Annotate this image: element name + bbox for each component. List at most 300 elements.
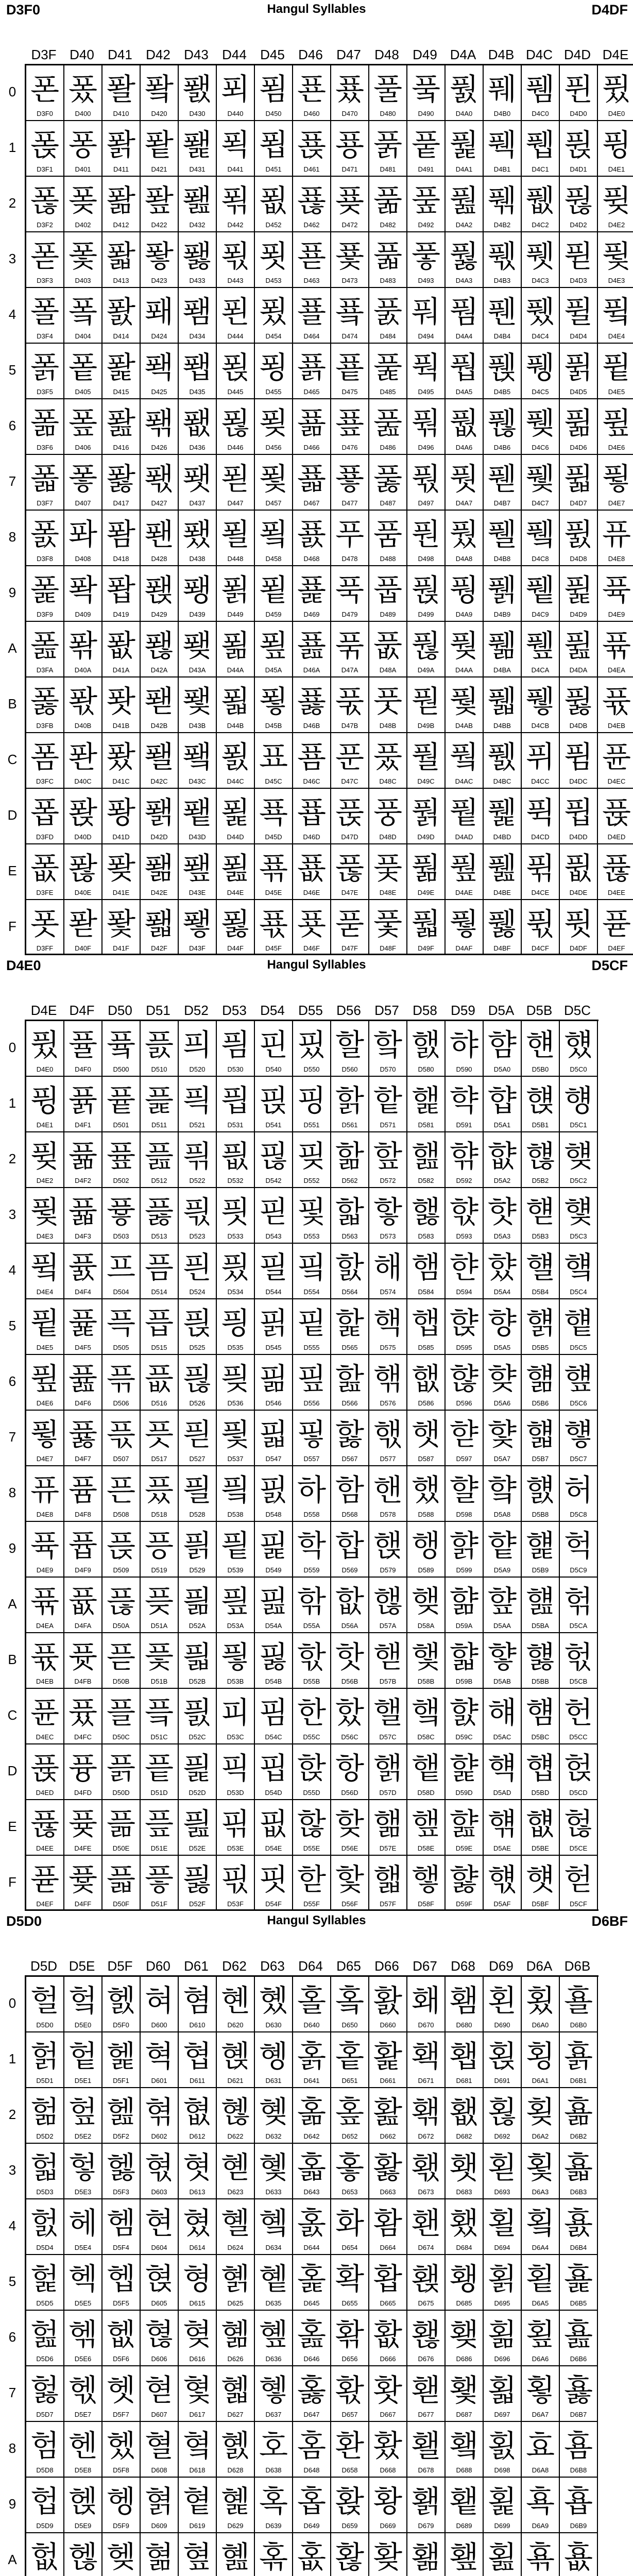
glyph-cell	[179, 65, 217, 121]
code-point-label: D591	[456, 1121, 472, 1129]
glyph: 퓣	[30, 1194, 60, 1229]
code-point-label: D50B	[112, 1677, 130, 1685]
glyph-cell	[598, 511, 633, 566]
glyph-cell	[26, 2144, 64, 2199]
code-point-label: D4C5	[532, 388, 549, 396]
glyph-cell	[64, 2144, 102, 2199]
code-point-label: D649	[303, 2522, 320, 2530]
glyph: 퓺	[68, 1584, 98, 1619]
code-point-label: D590	[456, 1065, 472, 1073]
glyph-cell	[64, 2533, 102, 2576]
glyph: 퓷	[68, 1417, 98, 1452]
glyph: 푚	[259, 628, 288, 663]
code-point-label: D499	[418, 611, 434, 618]
glyph: 푶	[335, 405, 365, 440]
code-point-label: D592	[456, 1177, 472, 1184]
glyph-cell	[446, 1132, 484, 1188]
column-header: D44	[222, 47, 247, 62]
glyph-cell	[484, 511, 522, 566]
code-point-label: D51C	[150, 1733, 168, 1741]
glyph: 햴	[525, 1250, 555, 1285]
code-point-label: D41A	[112, 666, 130, 674]
glyph-cell	[141, 455, 179, 511]
code-point-label: D59E	[455, 1844, 473, 1852]
glyph: 퐱	[182, 127, 212, 162]
glyph-cell	[102, 1800, 141, 1856]
glyph-cell	[331, 1244, 369, 1299]
code-point-label: D699	[494, 2522, 510, 2530]
glyph: 햞	[449, 1806, 479, 1841]
glyph: 화	[335, 2206, 365, 2241]
code-point-label: D49F	[418, 944, 434, 952]
glyph-cell	[369, 1578, 407, 1633]
glyph: 향	[487, 1306, 517, 1341]
glyph: 햍	[411, 1751, 441, 1786]
code-point-label: D645	[303, 2299, 320, 2307]
glyph: 핑	[297, 1083, 327, 1118]
column-header: D65	[336, 1958, 361, 1974]
glyph-cell	[255, 1856, 293, 1911]
code-point-label: D693	[494, 2188, 510, 2196]
glyph: 햶	[525, 1361, 555, 1396]
column-header: D50	[108, 1003, 132, 1018]
glyph-cell	[217, 1077, 255, 1132]
glyph: 홥	[373, 2261, 403, 2296]
code-point-label: D4A4	[455, 332, 473, 340]
code-point-label: D5AA	[493, 1622, 511, 1630]
code-point-label: D53E	[227, 1844, 244, 1852]
code-point-label: D464	[303, 332, 320, 340]
glyph-cell	[522, 1299, 560, 1355]
code-point-label: D650	[341, 2021, 358, 2029]
glyph: 횴	[563, 2206, 593, 2241]
code-point-label: D583	[418, 1232, 434, 1240]
code-point-label: D401	[75, 165, 91, 173]
glyph: 홙	[335, 2484, 365, 2519]
code-point-label: D45B	[265, 722, 282, 730]
glyph: 횘	[487, 2428, 517, 2463]
glyph-cell	[598, 288, 633, 344]
glyph: 혡	[220, 2039, 250, 2074]
code-point-label: D4CA	[531, 666, 550, 674]
glyph-cell	[331, 1522, 369, 1578]
code-point-label: D5CA	[569, 1622, 588, 1630]
glyph-cell	[331, 733, 369, 789]
code-point-label: D56E	[341, 1844, 358, 1852]
glyph: 협	[182, 2039, 212, 2074]
glyph-cell	[141, 1021, 179, 1077]
glyph: 홓	[335, 2150, 365, 2185]
glyph-cell	[179, 566, 217, 622]
glyph: 호	[259, 2428, 288, 2463]
code-point-label: D421	[151, 165, 167, 173]
glyph-cell	[141, 844, 179, 900]
glyph: 횠	[525, 1983, 555, 2018]
glyph-cell	[407, 344, 446, 399]
glyph: 핦	[335, 1361, 365, 1396]
glyph-cell	[141, 288, 179, 344]
glyph: 햰	[525, 1027, 555, 1062]
code-point-label: D536	[227, 1399, 244, 1407]
glyph: 핫	[335, 1639, 365, 1674]
row-header: E	[8, 1819, 17, 1834]
glyph-cell	[255, 2144, 293, 2199]
glyph-cell	[331, 344, 369, 399]
glyph: 픴	[220, 1250, 250, 1285]
code-point-label: D514	[151, 1288, 167, 1296]
glyph: 핃	[259, 1194, 288, 1229]
code-point-label: D657	[341, 2411, 358, 2418]
glyph-cell	[102, 1856, 141, 1911]
glyph-cell	[26, 789, 64, 844]
code-point-label: D41E	[112, 889, 130, 896]
glyph-cell	[369, 2144, 407, 2199]
glyph: 프	[106, 1250, 136, 1285]
glyph-cell	[26, 232, 64, 288]
glyph: 퓥	[30, 1306, 60, 1341]
glyph-cell	[179, 2144, 217, 2199]
glyph-cell	[141, 900, 179, 955]
code-point-label: D4F2	[75, 1177, 91, 1184]
glyph: 횶	[563, 2317, 593, 2352]
code-point-label: D50C	[112, 1733, 130, 1741]
code-point-label: D498	[418, 555, 434, 563]
code-point-label: D505	[113, 1344, 129, 1351]
glyph-cell	[407, 1188, 446, 1244]
code-point-label: D3FF	[36, 944, 54, 952]
glyph: 픵	[220, 1306, 250, 1341]
glyph-cell	[217, 2422, 255, 2478]
glyph-cell	[293, 1355, 331, 1411]
glyph-cell	[64, 232, 102, 288]
code-point-label: D47E	[341, 889, 358, 896]
glyph-cell	[446, 1689, 484, 1744]
code-point-label: D6B5	[570, 2299, 587, 2307]
row-header: 1	[8, 140, 16, 155]
glyph-cell	[560, 733, 598, 789]
glyph-grid	[25, 1020, 598, 1911]
glyph: 햱	[525, 1083, 555, 1118]
glyph: 푌	[220, 739, 250, 774]
code-point-label: D5BD	[531, 1789, 550, 1797]
glyph: 혓	[182, 2150, 212, 2185]
glyph: 퐭	[144, 795, 174, 830]
glyph-cell	[179, 622, 217, 677]
glyph: 홉	[297, 2484, 327, 2519]
glyph: 푒	[259, 183, 288, 218]
code-point-label: D522	[189, 1177, 206, 1184]
glyph: 픩	[182, 1528, 212, 1563]
glyph-cell	[141, 1132, 179, 1188]
code-point-label: D4C0	[532, 110, 549, 117]
glyph: 퐈	[68, 517, 98, 552]
glyph-cell	[560, 677, 598, 733]
glyph: 햨	[487, 1472, 517, 1507]
glyph: 풆	[373, 405, 403, 440]
glyph-cell	[217, 1744, 255, 1800]
code-point-label: D5C2	[570, 1177, 587, 1184]
code-point-label: D4AE	[455, 889, 473, 896]
glyph-cell	[522, 1744, 560, 1800]
glyph-cell	[560, 1977, 598, 2032]
code-point-label: D426	[151, 444, 167, 451]
glyph: 핚	[297, 1584, 327, 1619]
glyph-cell	[64, 2422, 102, 2478]
code-point-label: D52C	[189, 1733, 206, 1741]
glyph-cell	[64, 1522, 102, 1578]
glyph-cell	[331, 1411, 369, 1466]
glyph: 퐸	[182, 517, 212, 552]
glyph-cell	[179, 2255, 217, 2311]
code-point-label: D659	[341, 2522, 358, 2530]
glyph-cell	[293, 455, 331, 511]
code-point-label: D52E	[189, 1844, 206, 1852]
code-point-label: D5D6	[36, 2355, 54, 2363]
glyph-cell	[331, 2311, 369, 2366]
block-header	[0, 1911, 633, 1932]
glyph: 효	[525, 2428, 555, 2463]
glyph: 퓫	[30, 1639, 60, 1674]
code-point-label: D621	[227, 2077, 244, 2084]
code-point-label: D4F0	[75, 1065, 91, 1073]
glyph: 횲	[563, 2094, 593, 2129]
glyph: 퓗	[563, 461, 593, 496]
glyph-cell	[293, 121, 331, 177]
code-point-label: D44F	[227, 944, 244, 952]
glyph-cell	[26, 1299, 64, 1355]
glyph: 횩	[525, 2484, 555, 2519]
glyph-cell	[369, 1522, 407, 1578]
glyph: 픝	[144, 1751, 174, 1786]
code-point-label: D470	[341, 110, 358, 117]
glyph: 퓀	[525, 72, 555, 107]
glyph: 퓄	[525, 294, 555, 329]
glyph-cell	[407, 1244, 446, 1299]
glyph-cell	[26, 1800, 64, 1856]
glyph: 핥	[335, 1306, 365, 1341]
code-point-label: D59C	[455, 1733, 473, 1741]
glyph-cell	[217, 622, 255, 677]
code-point-label: D3F4	[37, 332, 53, 340]
glyph-cell	[217, 121, 255, 177]
glyph: 퓎	[525, 851, 555, 886]
code-point-label: D5C3	[570, 1232, 587, 1240]
glyph: 햣	[487, 1194, 517, 1229]
row-header: 4	[8, 1262, 16, 1278]
code-point-label: D4D6	[570, 444, 587, 451]
glyph: 퐞	[106, 851, 136, 886]
glyph: 퐐	[106, 72, 136, 107]
glyph: 풜	[411, 739, 441, 774]
glyph-cell	[179, 1299, 217, 1355]
glyph: 풌	[373, 739, 403, 774]
code-point-label: D42A	[150, 666, 168, 674]
glyph-cell	[331, 2032, 369, 2088]
row-header: 6	[8, 2329, 16, 2345]
code-point-label: D5A7	[493, 1455, 511, 1463]
column-header: D61	[184, 1958, 209, 1974]
glyph: 혤	[220, 2206, 250, 2241]
glyph: 혖	[182, 2317, 212, 2352]
glyph: 픬	[182, 1695, 212, 1730]
glyph: 헨	[68, 2428, 98, 2463]
glyph-cell	[293, 1633, 331, 1689]
code-point-label: D481	[380, 165, 396, 173]
code-point-label: D594	[456, 1288, 472, 1296]
glyph-cell	[217, 2311, 255, 2366]
glyph: 핟	[297, 1862, 327, 1897]
glyph-cell	[179, 1355, 217, 1411]
code-point-label: D624	[227, 2244, 244, 2251]
glyph-cell	[102, 121, 141, 177]
glyph-cell	[293, 1021, 331, 1077]
code-point-label: D422	[151, 221, 167, 229]
code-point-label: D530	[227, 1065, 244, 1073]
glyph-cell	[102, 2088, 141, 2144]
glyph: 필	[259, 1250, 288, 1285]
code-point-label: D456	[265, 444, 282, 451]
glyph: 풑	[411, 127, 441, 162]
code-point-label: D672	[418, 2132, 434, 2140]
glyph-cell	[141, 1856, 179, 1911]
glyph: 퐹	[182, 572, 212, 607]
glyph: 퓦	[602, 405, 631, 440]
glyph: 홃	[297, 2150, 327, 2185]
code-point-label: D4C7	[532, 499, 549, 507]
glyph-cell	[484, 677, 522, 733]
glyph-cell	[484, 1077, 522, 1132]
glyph-cell	[255, 288, 293, 344]
glyph: 홊	[297, 2539, 327, 2574]
glyph-cell	[598, 399, 633, 455]
glyph: 홅	[297, 2261, 327, 2296]
glyph-cell	[331, 1188, 369, 1244]
glyph: 핅	[259, 1306, 288, 1341]
glyph: 퐂	[68, 183, 98, 218]
glyph: 풇	[373, 461, 403, 496]
glyph-cell	[598, 121, 633, 177]
row-header: 8	[8, 1485, 16, 1500]
glyph-cell	[141, 2199, 179, 2255]
glyph: 퓘	[563, 517, 593, 552]
code-point-label: D435	[189, 388, 206, 396]
glyph-cell	[522, 288, 560, 344]
glyph: 퓨	[602, 517, 631, 552]
glyph: 퓬	[30, 1695, 60, 1730]
glyph-cell	[217, 1466, 255, 1522]
code-point-label: D664	[380, 2244, 396, 2251]
glyph-cell	[64, 2088, 102, 2144]
glyph-cell	[522, 844, 560, 900]
glyph: 햄	[411, 1250, 441, 1285]
glyph: 폴	[30, 294, 60, 329]
glyph-cell	[102, 900, 141, 955]
glyph-cell	[369, 2088, 407, 2144]
code-point-label: D512	[151, 1177, 167, 1184]
code-point-label: D461	[303, 165, 320, 173]
glyph: 퓓	[563, 239, 593, 274]
chart-block	[0, 1911, 633, 2576]
code-point-label: D44D	[227, 833, 244, 841]
column-header: D41	[108, 47, 132, 62]
glyph-cell	[522, 2088, 560, 2144]
glyph-cell	[407, 2088, 446, 2144]
glyph-cell	[331, 1021, 369, 1077]
glyph: 픙	[144, 1528, 174, 1563]
code-point-label: D656	[341, 2355, 358, 2363]
glyph-cell	[560, 344, 598, 399]
glyph-cell	[522, 455, 560, 511]
code-point-label: D516	[151, 1399, 167, 1407]
glyph: 퓸	[68, 1472, 98, 1507]
glyph-cell	[522, 1411, 560, 1466]
glyph-cell	[141, 733, 179, 789]
code-point-label: D5D0	[36, 2021, 54, 2029]
code-point-label: D3FB	[36, 722, 54, 730]
code-point-label: D54E	[265, 1844, 282, 1852]
glyph-cell	[484, 2144, 522, 2199]
code-point-label: D5C1	[570, 1121, 587, 1129]
code-point-label: D546	[265, 1399, 282, 1407]
glyph: 푽	[335, 795, 365, 830]
glyph-cell	[102, 2366, 141, 2422]
code-point-label: D4E6	[608, 444, 625, 451]
code-point-label: D585	[418, 1344, 434, 1351]
glyph-cell	[522, 1633, 560, 1689]
code-point-label: D5AD	[493, 1789, 511, 1797]
code-point-label: D5F2	[113, 2132, 129, 2140]
block-title: Hangul Syllables	[267, 1913, 366, 1927]
glyph-cell	[369, 2255, 407, 2311]
glyph-cell	[407, 2144, 446, 2199]
glyph: 횈	[449, 2428, 479, 2463]
code-point-label: D55E	[303, 1844, 320, 1852]
glyph: 픞	[144, 1806, 174, 1841]
code-point-label: D59A	[455, 1622, 473, 1630]
glyph-cell	[102, 177, 141, 232]
code-point-label: D415	[113, 388, 129, 396]
glyph-cell	[26, 622, 64, 677]
glyph: 혧	[220, 2372, 250, 2408]
glyph: 푷	[335, 461, 365, 496]
glyph: 풓	[411, 239, 441, 274]
code-point-label: D41F	[113, 944, 129, 952]
code-point-label: D5E5	[74, 2299, 92, 2307]
glyph-cell	[446, 2144, 484, 2199]
glyph: 핐	[297, 1027, 327, 1062]
glyph: 혳	[259, 2150, 288, 2185]
code-point-label: D4CD	[531, 833, 550, 841]
glyph-cell	[179, 232, 217, 288]
code-point-label: D490	[418, 110, 434, 117]
glyph-cell	[369, 65, 407, 121]
code-point-label: D6A7	[532, 2411, 549, 2418]
glyph: 핾	[373, 1806, 403, 1841]
glyph: 퓮	[602, 851, 631, 886]
code-point-label: D689	[456, 2522, 472, 2530]
code-point-label: D5C4	[570, 1288, 587, 1296]
column-header: D54	[260, 1003, 285, 1018]
glyph: 홸	[411, 2428, 441, 2463]
column-header: D4B	[488, 47, 515, 62]
glyph-cell	[26, 2199, 64, 2255]
glyph-cell	[446, 1856, 484, 1911]
column-header: D45	[260, 47, 285, 62]
code-point-label: D4E3	[36, 1232, 54, 1240]
glyph: 홪	[373, 2539, 403, 2574]
column-header: D4E	[30, 1003, 57, 1018]
code-point-label: D542	[265, 1177, 282, 1184]
